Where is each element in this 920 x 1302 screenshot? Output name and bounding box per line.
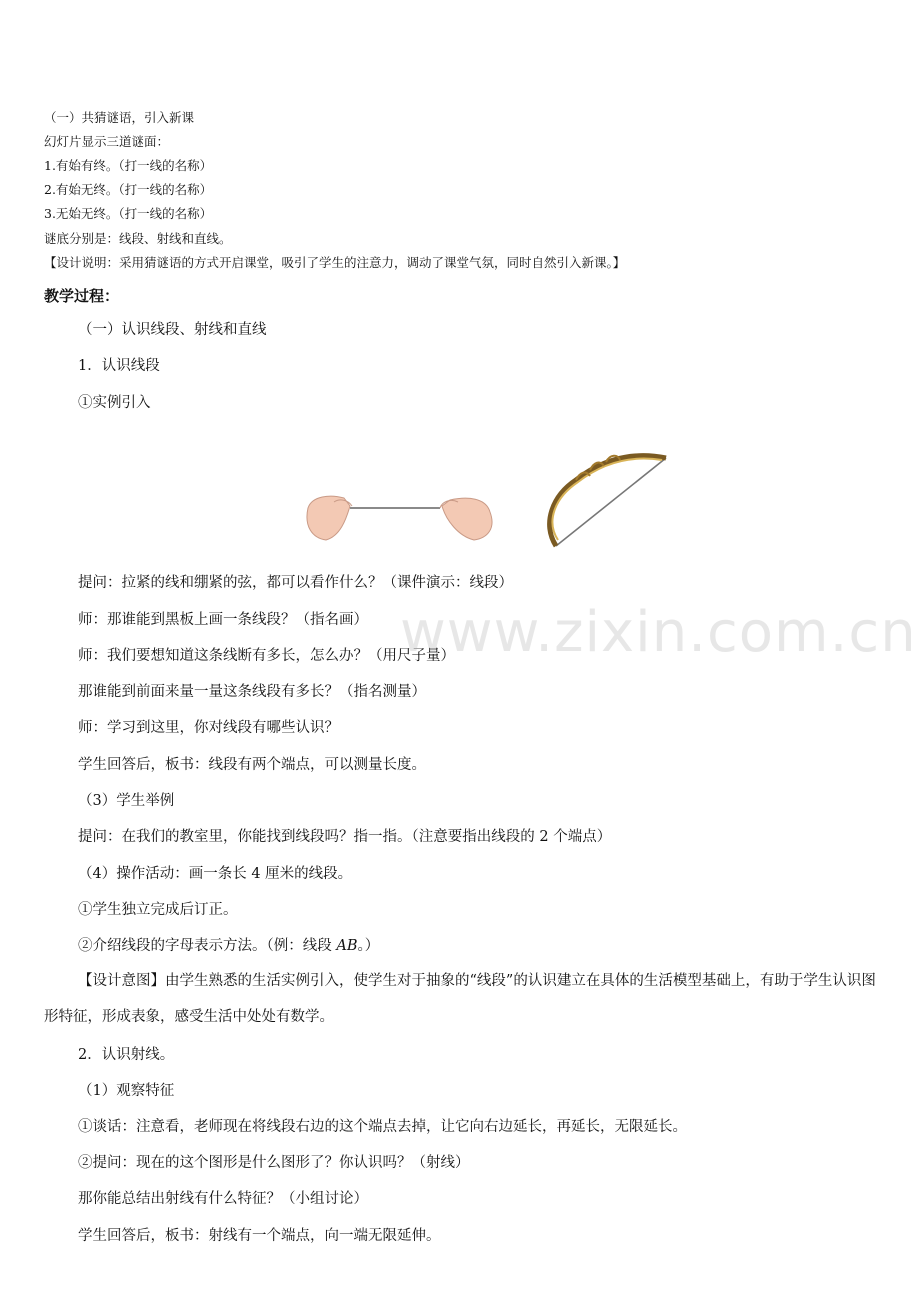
- teaching-process-title: 教学过程：: [44, 287, 120, 305]
- intro-heading: （一）共猜谜语，引入新课: [44, 110, 195, 125]
- ray-question: ②提问：现在的这个图形是什么图形了？你认识吗？（射线）: [78, 1155, 470, 1171]
- riddle-3: 3.无始无终。（打一线的名称）: [44, 206, 213, 221]
- bow-image: [550, 456, 666, 546]
- example-illustration: [290, 440, 690, 560]
- riddle-1: 1.有始有终。（打一线的名称）: [44, 158, 213, 173]
- subsection-ray: 2．认识射线。: [78, 1047, 175, 1063]
- activity-step-1: ①学生独立完成后订正。: [78, 902, 238, 918]
- riddle-answer: 谜底分别是：线段、射线和直线。: [44, 231, 232, 246]
- segment-letters: AB: [336, 938, 358, 954]
- intro-slide-line: 幻灯片显示三道谜面：: [44, 134, 170, 149]
- talk-line: ①谈话：注意看，老师现在将线段右边的这个端点去掉，让它向右边延长，再延长，无限延长。: [78, 1119, 687, 1135]
- teacher-line-1: 师：那谁能到黑板上画一条线段？（指名画）: [78, 612, 368, 628]
- question-2: 提问：在我们的教室里，你能找到线段吗？指一指。（注意要指出线段的 2 个端点）: [78, 829, 612, 845]
- activity-step-2-suffix: 。）: [357, 938, 380, 954]
- teacher-line-3: 那谁能到前面来量一量这条线段有多长？（指名测量）: [78, 684, 426, 700]
- teacher-line-2: 师：我们要想知道这条线断有多长，怎么办？（用尺子量）: [78, 648, 455, 664]
- design-note: 【设计说明：采用猜谜语的方式开启课堂，吸引了学生的注意力，调动了课堂气氛，同时自然引入新课。】: [44, 255, 626, 270]
- design-intent: 【设计意图】由学生熟悉的生活实例引入，使学生对于抽象的“线段”的认识建立在具体的生活模型基础上，有助于学生认识图形特征，形成表象，感受生活中处处有数学。: [44, 973, 876, 1025]
- example-intro: ①实例引入: [78, 395, 151, 411]
- subsection-line-segment: 1．认识线段: [78, 358, 160, 374]
- student-examples: （3）学生举例: [78, 793, 175, 809]
- question-1: 提问：拉紧的线和绷紧的弦，都可以看作什么？（课件演示：线段）: [78, 575, 513, 591]
- activity-step-2: [78, 936, 379, 956]
- watermark: www.zixin.com.cn: [400, 600, 917, 665]
- activity-step-2-prefix: ②介绍线段的字母表示方法。（例：线段: [78, 938, 337, 954]
- board-note-ray: 学生回答后，板书：射线有一个端点，向一端无限延伸。: [78, 1228, 441, 1244]
- observe-features: （1）观察特征: [78, 1083, 175, 1099]
- teacher-line-4: 师：学习到这里，你对线段有哪些认识？: [78, 720, 339, 736]
- activity-heading: （4）操作活动：画一条长 4 厘米的线段。: [78, 866, 353, 882]
- section-heading: （一）认识线段、射线和直线: [78, 322, 267, 338]
- ray-discussion: 那你能总结出射线有什么特征？（小组讨论）: [78, 1191, 368, 1207]
- hands-holding-string-image: [307, 496, 492, 540]
- riddle-2: 2.有始无终。（打一线的名称）: [44, 182, 213, 197]
- board-note-segment: 学生回答后，板书：线段有两个端点，可以测量长度。: [78, 757, 426, 773]
